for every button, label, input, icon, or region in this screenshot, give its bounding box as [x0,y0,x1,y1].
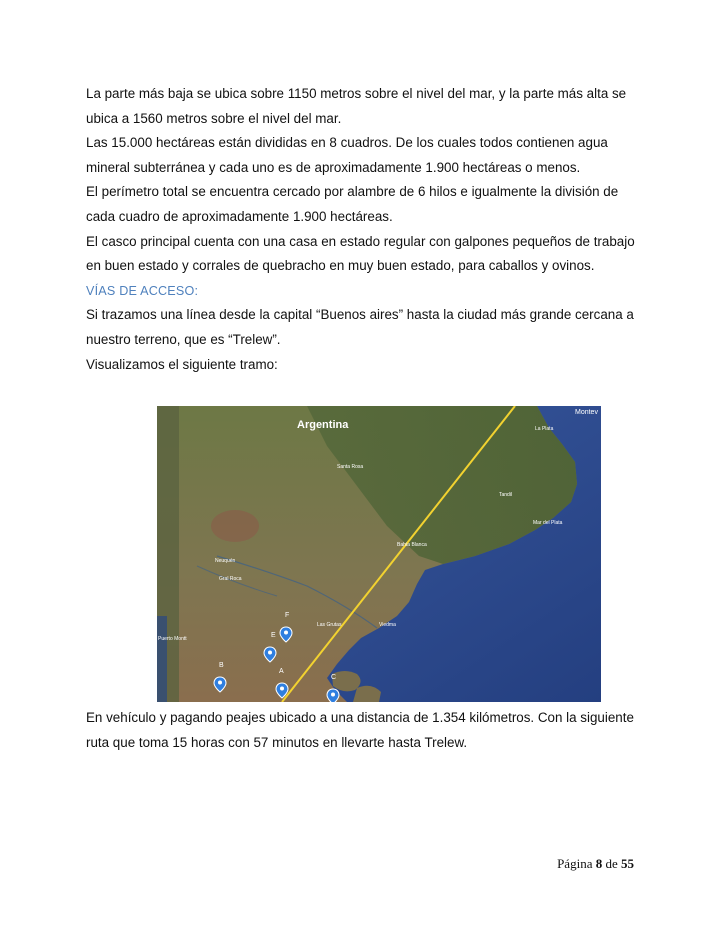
map-label-montevideo: Montev [575,409,598,416]
marker-label-e: E [271,632,276,639]
marker-label-b: B [219,662,224,669]
pacific-coast [157,616,167,702]
paragraph-altitude: La parte más baja se ubica sobre 1150 metros sobre el nivel del mar, y la parte más alta se ubica a 1560 metros sobre el nivel del mar. [86,86,627,126]
marker-label-c: C [331,674,337,681]
map-label-la-plata: La Plata [535,426,554,432]
marker-label-a: A [279,668,284,675]
map-label-santa-rosa: Santa Rosa [337,464,364,470]
footer-of: de [605,856,618,871]
footer-total-pages: 55 [621,856,634,871]
map-label-argentina: Argentina [297,419,349,431]
paragraph-distance: En vehículo y pagando peajes ubicado a una distancia de 1.354 kilómetros. Con la siguiente ruta que toma 15 horas con 57 minutos en llevarte hasta Trelew. [86,710,634,750]
map-label-mar-del-plata: Mar del Plata [533,520,563,526]
volcanic-field [211,510,259,542]
map-label-puerto-montt: Puerto Montt [158,636,187,642]
footer-label: Página [557,856,593,871]
map-label-viedma: Viedma [379,622,396,628]
paragraph-route-line: Si trazamos una línea desde la capital “Buenos aires” hasta la ciudad más grande cercana a nuestro terreno, que es “Trelew”. [86,307,634,347]
map-label-bahia-blanca: Bahía Blanca [397,542,427,548]
map-label-neuquen: Neuquén [215,558,236,564]
page-footer [557,856,634,872]
map-pin-icon[interactable] [327,689,339,702]
map-label-general-roca: Gral Roca [219,576,242,582]
footer-page-number: 8 [595,856,603,871]
paragraph-perimeter: El perímetro total se encuentra cercado por alambre de 6 hilos e igualmente la división de cada cuadro de aproximadamente 1.900 hectáreas. [86,184,619,224]
satellite-map [157,406,601,702]
map-label-las-grutas: Las Grutas [317,622,342,628]
body-text [86,82,646,377]
map-svg [157,406,601,702]
marker-label-f: F [285,612,290,619]
paragraph-hectares: Las 15.000 hectáreas están divididas en 8 cuadros. De los cuales todos contienen agua mineral subterránea y cada uno es de aproximadamente 1.900 hectáreas o menos. [86,135,608,175]
after-map-text [86,706,646,755]
paragraph-visualize: Visualizamos el siguiente tramo: [86,356,278,372]
map-label-tandil: Tandil [499,492,513,498]
paragraph-main-house: El casco principal cuenta con una casa en estado regular con galpones pequeños de trabajo en buen estado y corrales de quebracho en muy buen estado, para caballos y ovinos. [86,233,635,274]
section-heading-access: VÍAS DE ACCESO: [86,283,199,298]
